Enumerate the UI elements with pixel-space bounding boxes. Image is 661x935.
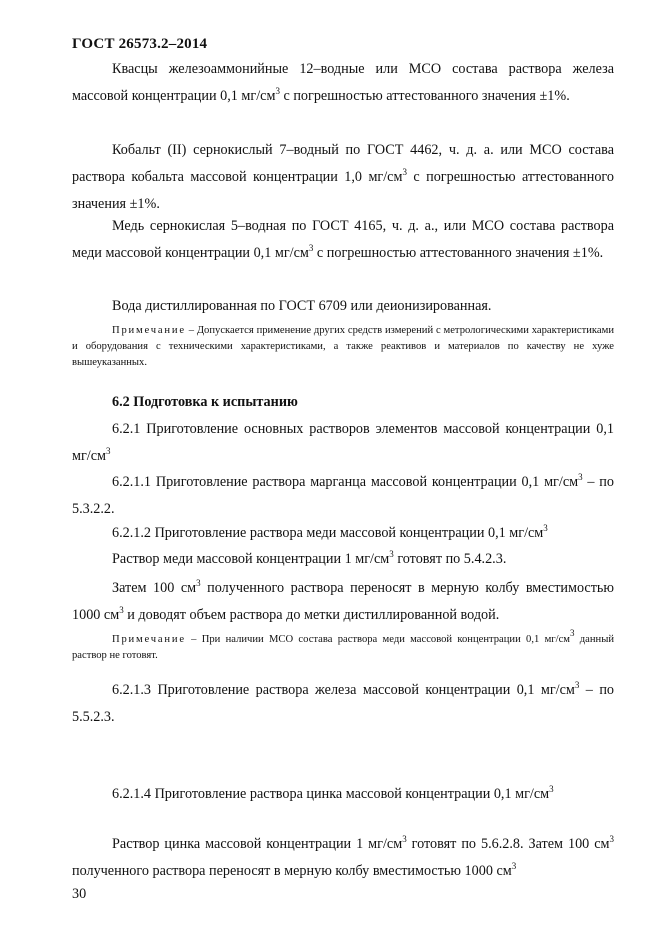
superscript: 3 <box>308 243 314 253</box>
paragraph-iron-alum <box>72 56 614 110</box>
text-span: готовят по 5.6.2.8. Затем 100 см <box>406 836 610 852</box>
note-label: Примечание <box>112 325 186 336</box>
superscript: 3 <box>275 86 280 96</box>
note-text: – При наличии МСО состава раствора меди массовой концентрации 0,1 мг/см <box>185 634 570 645</box>
page-number: 30 <box>72 886 87 902</box>
text-span: Кобальт (II) сернокислый 7–водный по ГОСТ 4462, ч. д. а. или МСО состава раствора кобальта массовой концентрации 1,0 мг/см <box>72 142 614 185</box>
item-6-2-1-4 <box>72 781 614 808</box>
section-title: 6.2 Подготовка к испытанию <box>112 394 298 410</box>
item-6-2-1-2 <box>72 520 614 547</box>
copper-dilution-paragraph <box>72 575 614 629</box>
superscript: 3 <box>574 680 580 690</box>
text-span: Квасцы железоаммонийные 12–водные или МСО состава раствора железа массовой концентрации 0,1 мг/см <box>72 61 614 104</box>
text-span: 6.2.1.1 Приготовление раствора марганца массовой концентрации 0,1 мг/см <box>112 474 579 490</box>
zinc-solution-paragraph <box>72 831 614 885</box>
text-span: Затем 100 см <box>112 580 197 596</box>
superscript: 3 <box>106 446 111 456</box>
text-span: 6.2.1.3 Приготовление раствора железа массовой концентрации 0,1 мг/см <box>112 682 575 698</box>
superscript: 3 <box>578 472 583 482</box>
superscript: 3 <box>511 861 517 871</box>
note-text: данный раствор не готовят. <box>72 634 614 661</box>
paragraph-copper <box>72 213 614 267</box>
paragraph-cobalt <box>72 137 614 218</box>
superscript: 3 <box>569 628 575 638</box>
text-span: – по 5.5.2.3. <box>72 682 614 725</box>
text-span: 6.2.1.2 Приготовление раствора меди массовой концентрации 0,1 мг/см <box>112 525 544 541</box>
superscript: 3 <box>543 523 548 533</box>
paragraph-water: Вода дистиллированная по ГОСТ 6709 или деионизированная. <box>112 298 492 314</box>
text-span: с погрешностью аттестованного значения ±1%. <box>313 245 604 261</box>
item-6-2-1-3 <box>72 677 614 731</box>
copper-solution-paragraph <box>72 546 614 573</box>
text-span: готовят по 5.4.2.3. <box>393 551 507 567</box>
document-header: ГОСТ 26573.2–2014 <box>72 36 208 52</box>
superscript: 3 <box>609 834 614 844</box>
text-span: Раствор меди массовой концентрации 1 мг/см <box>112 551 390 567</box>
superscript: 3 <box>402 167 407 177</box>
text-span: и доводят объем раствора до метки дистиллированной водой. <box>123 607 500 623</box>
note-label: Примечание <box>112 634 186 645</box>
text-span: с погрешностью аттестованного значения ±1%. <box>72 169 614 212</box>
text-span: Медь сернокислая 5–водная по ГОСТ 4165, ч. д. а., или МСО состава раствора меди массовой концентрации 0,1 мг/см <box>72 218 614 261</box>
text-span: 6.2.1 Приготовление основных растворов элементов массовой концентрации 0,1 мг/см <box>72 421 614 464</box>
superscript: 3 <box>119 605 124 615</box>
text-span: с погрешностью аттестованного значения ±1%. <box>279 88 570 104</box>
text-span: 6.2.1.4 Приготовление раствора цинка массовой концентрации 0,1 мг/см <box>112 786 550 802</box>
item-6-2-1-1 <box>72 469 614 523</box>
superscript: 3 <box>402 834 407 844</box>
text-span: Раствор цинка массовой концентрации 1 мг/см <box>112 836 403 852</box>
superscript: 3 <box>549 784 554 794</box>
text-span: – по 5.3.2.2. <box>72 474 614 517</box>
superscript: 3 <box>389 549 394 559</box>
note-text: – Допускается применение других средств измерений с метрологическими характеристиками и оборудования с техническими характеристиками, а также реактивов и материалов по качеству не хуже вышеуказанных. <box>72 325 614 368</box>
note-measuring-means <box>72 323 614 371</box>
text-span: полученного раствора переносят в мерную колбу вместимостью 1000 см <box>72 863 512 879</box>
superscript: 3 <box>196 578 201 588</box>
note-copper-mso <box>72 628 614 664</box>
text-span: полученного раствора переносят в мерную колбу вместимостью 1000 см <box>72 580 614 623</box>
item-6-2-1 <box>72 416 614 470</box>
